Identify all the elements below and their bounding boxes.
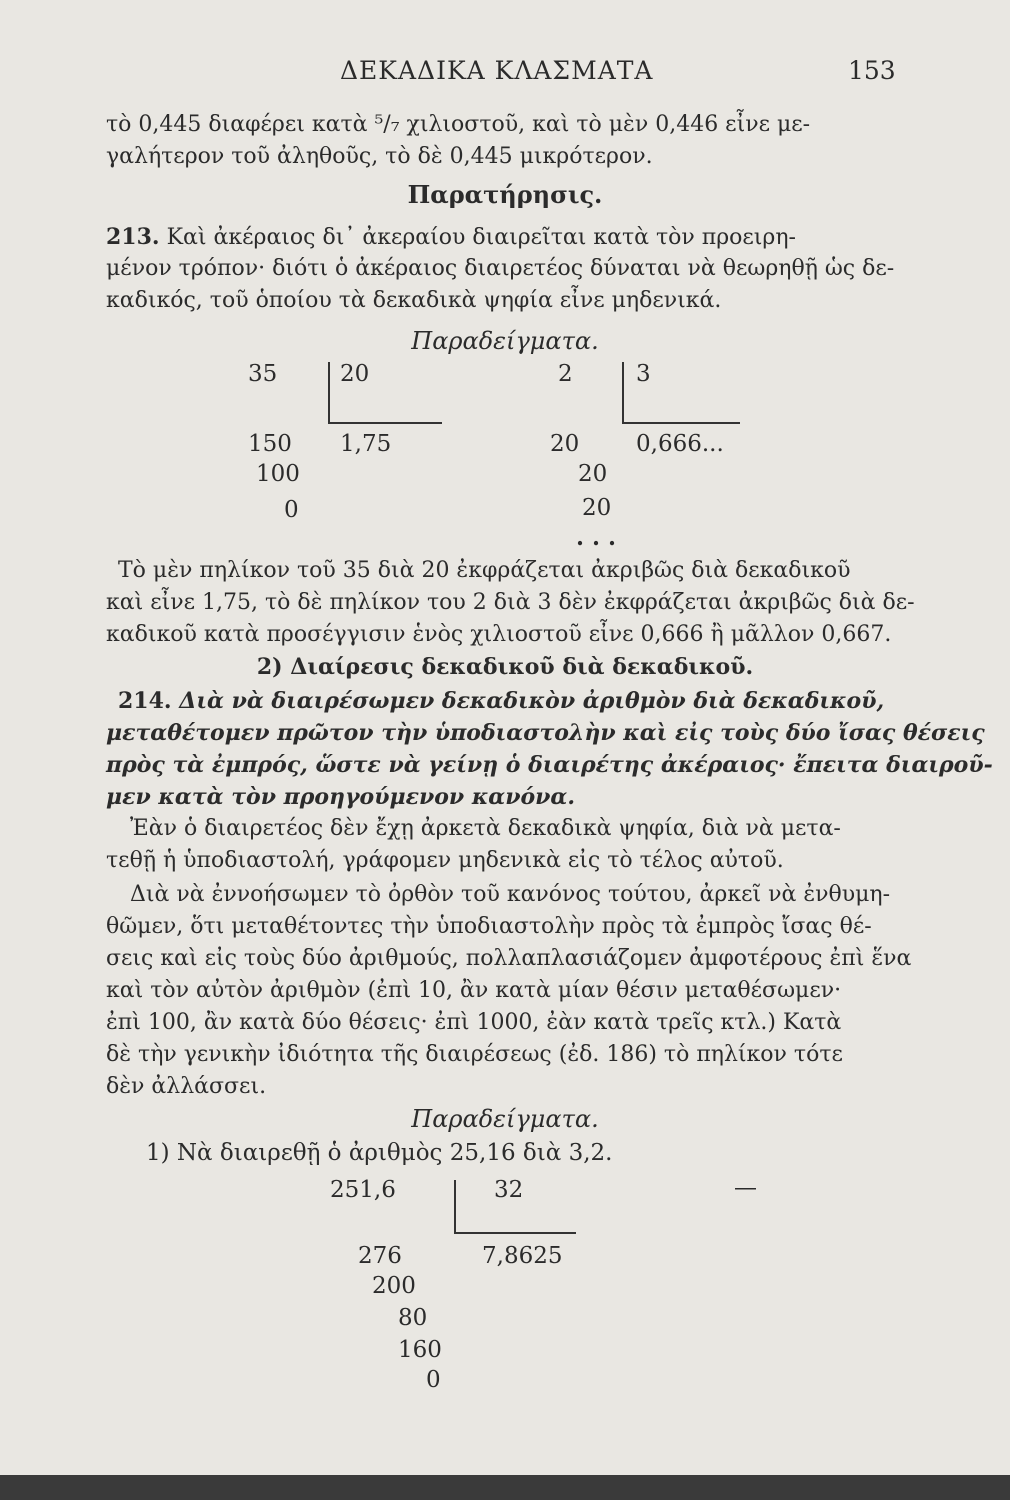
para3-line-2: θῶμεν, ὅτι μεταθέτοντες τὴν ὑποδιαστολὴν πρὸς τὰ ἐμπρὸς ἴσας θέ- [106, 914, 872, 939]
para3-line-6: δὲ τὴν γενικὴν ἰδιότητα τῆς διαιρέσεως (ἐδ. 186) τὸ πηλίκον τότε [106, 1042, 843, 1067]
remainder-row: 0 [284, 497, 299, 523]
examples-heading-2: Παραδείγματα. [411, 1105, 599, 1133]
margin-mark: — [734, 1175, 757, 1201]
remainder-row: 80 [398, 1305, 428, 1331]
rule-line-4: μεν κατὰ τὸν προηγούμενον κανόνα. [106, 784, 576, 810]
section-heading: 2) Διαίρεσις δεκαδικοῦ διὰ δεκαδικοῦ. [256, 654, 754, 680]
para3-line-1: Διὰ νὰ ἐννοήσωμεν τὸ ὀρθὸν τοῦ κανόνος τούτου, ἀρκεῖ νὰ ἐνθυμη- [130, 882, 891, 907]
para3-line-5: ἐπὶ 100, ἂν κατὰ δύο θέσεις· ἐπὶ 1000, ἐὰν κατὰ τρεῖς κτλ.) Κατὰ [106, 1010, 842, 1035]
remark-heading: Παρατήρησις. [407, 180, 603, 209]
para2-line-2: τεθῇ ἡ ὑποδιαστολή, γράφομεν μηδενικὰ εἰς τὸ τέλος αὐτοῦ. [106, 848, 784, 873]
divisor: 32 [494, 1177, 524, 1203]
remark-line-1 [106, 222, 796, 253]
rule-line-3: πρὸς τὰ ἐμπρός, ὥστε νὰ γείνῃ ὁ διαιρέτης ἀκέραιος· ἔπειτα διαιροῦ- [106, 752, 993, 778]
divisor: 3 [636, 361, 651, 387]
rule-number: 214. [118, 688, 172, 714]
division-bar-vertical [454, 1180, 456, 1234]
remainder-row: 276 [358, 1243, 402, 1269]
remark-number: 213. [106, 224, 160, 250]
quotient: 0,666... [636, 431, 724, 457]
division-bar-vertical [328, 362, 330, 424]
para2-line-1: Ἐὰν ὁ διαιρετέος δὲν ἔχῃ ἀρκετὰ δεκαδικὰ ψηφία, διὰ νὰ μετα- [130, 816, 841, 841]
dividend: 2 [558, 361, 573, 387]
remainder-row: 160 [398, 1337, 442, 1363]
remark-text-1: Καὶ ἀκέραιος δι᾽ ἀκεραίου διαιρεῖται κατὰ τὸν προειρη- [166, 225, 796, 250]
intro-line-1: τὸ 0,445 διαφέρει κατὰ ⁵/₇ χιλιοστοῦ, καὶ τὸ μὲν 0,446 εἶνε με- [106, 112, 811, 137]
remainder-row: 100 [256, 461, 300, 487]
para3-line-4: καὶ τὸν αὐτὸν ἀριθμὸν (ἐπὶ 10, ἂν κατὰ μίαν θέσιν μεταθέσωμεν· [106, 978, 842, 1003]
examples-heading-1: Παραδείγματα. [411, 327, 599, 355]
division-bar-horizontal [328, 422, 442, 424]
running-header [0, 56, 1010, 96]
page-number: 153 [848, 56, 896, 85]
remainder-row: 200 [372, 1273, 416, 1299]
para1-line-2: καὶ εἶνε 1,75, τὸ δὲ πηλίκον του 2 διὰ 3 δὲν ἐκφράζεται ἀκριβῶς διὰ δε- [106, 590, 915, 615]
chapter-title: ΔΕΚΑΔΙΚΑ ΚΛΑΣΜΑΤΑ [340, 56, 654, 85]
remainder-row: 150 [248, 431, 292, 457]
para3-line-3: σεις καὶ εἰς τοὺς δύο ἀριθμούς, πολλαπλασιάζομεν ἀμφοτέρους ἐπὶ ἕνα [106, 946, 912, 971]
remark-line-3: καδικός, τοῦ ὁποίου τὰ δεκαδικὰ ψηφία εἶνε μηδενικά. [106, 288, 722, 313]
division-bar-horizontal [454, 1232, 576, 1234]
remainder-row: 20 [582, 495, 612, 521]
quotient: 1,75 [340, 431, 392, 457]
rule-line-1 [118, 686, 884, 716]
division-bar-horizontal [622, 422, 740, 424]
remainder-row: 0 [426, 1367, 441, 1393]
remainder-row: 20 [550, 431, 580, 457]
division-bar-vertical [622, 362, 624, 424]
remainder-row: 20 [578, 461, 608, 487]
problem-statement: 1) Νὰ διαιρεθῇ ὁ ἀριθμὸς 25,16 διὰ 3,2. [146, 1140, 613, 1166]
divisor: 20 [340, 361, 370, 387]
rule-line-2: μεταθέτομεν πρῶτον τὴν ὑποδιαστολὴν καὶ εἰς τοὺς δύο ἴσας θέσεις [106, 720, 985, 746]
para1-line-1: Τὸ μὲν πηλίκον τοῦ 35 διὰ 20 ἐκφράζεται ἀκριβῶς διὰ δεκαδικοῦ [118, 558, 851, 583]
para1-line-3: καδικοῦ κατὰ προσέγγισιν ἑνὸς χιλιοστοῦ εἶνε 0,666 ἢ μᾶλλον 0,667. [106, 622, 892, 647]
page-bottom-edge [0, 1475, 1010, 1500]
remark-line-2: μένον τρόπον· διότι ὁ ἀκέραιος διαιρετέος δύναται νὰ θεωρηθῇ ὡς δε- [106, 256, 895, 281]
rule-text-1: Διὰ νὰ διαιρέσωμεν δεκαδικὸν ἀριθμὸν διὰ δεκαδικοῦ, [179, 688, 885, 714]
continuation-dots: . . . [576, 524, 617, 551]
quotient: 7,8625 [482, 1243, 563, 1269]
dividend: 35 [248, 361, 278, 387]
intro-line-2: γαλήτερον τοῦ ἀληθοῦς, τὸ δὲ 0,445 μικρότερον. [106, 144, 653, 169]
para3-line-7: δὲν ἀλλάσσει. [106, 1074, 267, 1099]
dividend: 251,6 [330, 1177, 396, 1203]
